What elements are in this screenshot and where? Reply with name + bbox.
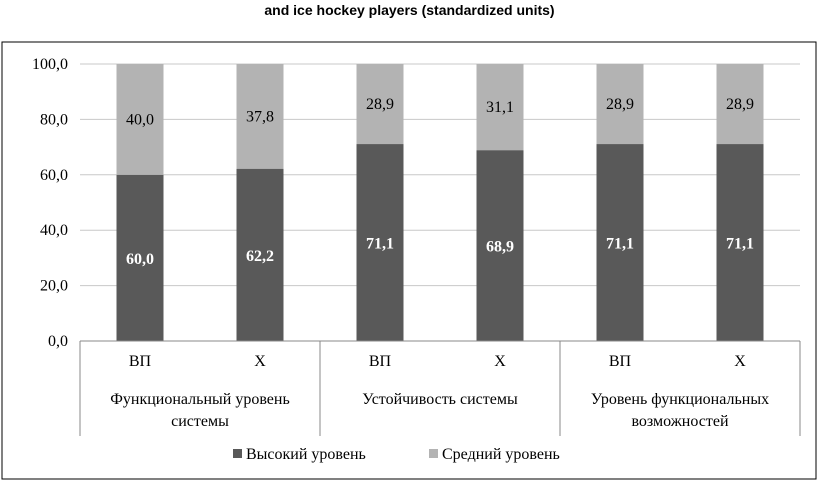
x-category-label: Х (254, 353, 266, 370)
legend (233, 446, 560, 463)
data-label: 62,2 (246, 247, 274, 265)
y-tick-label: 100,0 (32, 56, 68, 73)
legend-label: Средний уровень (442, 446, 560, 463)
data-label: 28,9 (606, 96, 634, 114)
data-label: 71,1 (726, 235, 754, 253)
x-category-label: ВП (608, 353, 632, 370)
x-group-label: возможностей (631, 413, 729, 430)
data-label: 60,0 (126, 250, 154, 268)
x-category-label: Х (494, 353, 506, 370)
grid-lines (80, 64, 800, 286)
data-labels (126, 96, 754, 268)
y-tick-label: 80,0 (40, 111, 68, 129)
x-category-label: Х (734, 353, 746, 370)
data-label: 68,9 (486, 238, 514, 256)
legend-swatch (429, 449, 438, 458)
y-axis-ticks (32, 56, 68, 350)
x-group-label: Устойчивость системы (362, 391, 518, 408)
legend-swatch (233, 449, 242, 458)
data-label: 37,8 (246, 108, 274, 126)
bars (117, 64, 764, 341)
y-tick-label: 40,0 (40, 222, 68, 240)
x-group-label: Уровень функциональных (590, 391, 770, 408)
legend-label: Высокий уровень (246, 446, 366, 463)
data-label: 28,9 (366, 96, 394, 114)
x-axis (80, 341, 800, 436)
x-group-label: системы (171, 413, 229, 430)
data-label: 71,1 (606, 235, 634, 253)
data-label: 28,9 (726, 96, 754, 114)
x-category-label: ВП (368, 353, 392, 370)
y-tick-label: 0,0 (48, 333, 68, 350)
data-label: 40,0 (126, 111, 154, 129)
y-tick-label: 60,0 (40, 166, 68, 184)
data-label: 31,1 (486, 99, 514, 117)
y-tick-label: 20,0 (40, 277, 68, 295)
data-label: 71,1 (366, 235, 394, 253)
chart-title: and ice hockey players (standardized units) (264, 2, 555, 18)
x-group-label: Функциональный уровень (110, 391, 290, 408)
x-category-label: ВП (128, 353, 152, 370)
